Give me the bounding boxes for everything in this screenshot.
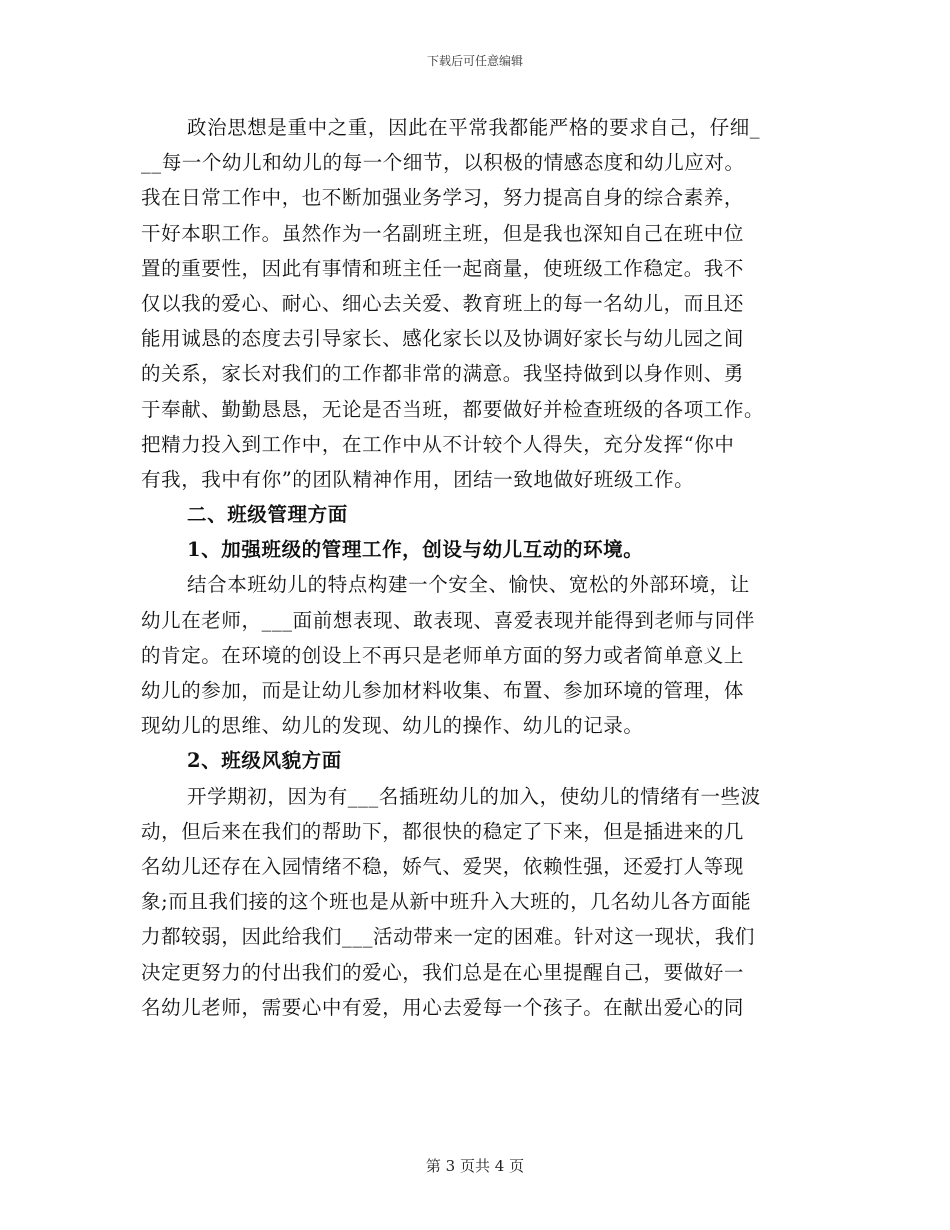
- text-line: 名幼儿老师，需要心中有爱，用心去爱每一个孩子。在献出爱心的同: [141, 995, 745, 1019]
- text-line: 干好本职工作。虽然作为一名副班主班，但是我也深知自己在班中位: [141, 221, 745, 245]
- text-line: 我在日常工作中，也不断加强业务学习，努力提高自身的综合素养，: [141, 186, 745, 210]
- text-line: 的关系，家长对我们的工作都非常的满意。我坚持做到以身作则、勇: [141, 362, 745, 386]
- text-line: 幼儿的参加，而是让幼儿参加材料收集、布置、参加环境的管理，体: [141, 679, 745, 702]
- text-line: 象;而且我们接的这个班也是从新中班升入大班的，几名幼儿各方面能: [141, 890, 752, 914]
- text-line: 现幼儿的思维、幼儿的发现、幼儿的操作、幼儿的记录。: [141, 714, 644, 738]
- text-line: 政治思想是重中之重，因此在平常我都能严格的要求自己，仔细_: [187, 116, 761, 139]
- text-line: 能用诚恳的态度去引导家长、感化家长以及协调好家长与幼儿园之间: [141, 327, 745, 351]
- subsection-heading: 2、班级风貌方面: [187, 749, 342, 773]
- text-line: 名幼儿还存在入园情绪不稳，娇气、爱哭，依赖性强，还爱打人等现: [141, 854, 745, 878]
- text-line: 的肯定。在环境的创设上不再只是老师单方面的努力或者简单意义上: [141, 643, 745, 667]
- text-line: 有我，我中有你”的团队精神作用，团结一致地做好班级工作。: [141, 467, 695, 491]
- text-line: 动，但后来在我们的帮助下，都很快的稳定了下来，但是插进来的几: [141, 819, 745, 843]
- text-line: 置的重要性，因此有事情和班主任一起商量，使班级工作稳定。我不: [141, 256, 745, 280]
- document-body: [141, 110, 811, 1025]
- text-line: 力都较弱，因此给我们___活动带来一定的困难。针对这一现状，我们: [141, 925, 755, 949]
- text-line: 结合本班幼儿的特点构建一个安全、愉快、宽松的外部环境，让: [187, 573, 750, 597]
- subsection-heading: 1、加强班级的管理工作，创设与幼儿互动的环境。: [187, 538, 644, 562]
- page-header-note: 下载后可任意编辑: [426, 54, 523, 68]
- text-line: 仅以我的爱心、耐心、细心去关爱、教育班上的每一名幼儿，而且还: [141, 291, 745, 315]
- section-heading: 二、班级管理方面: [187, 503, 348, 527]
- text-line: 于奉献、勤勤恳恳，无论是否当班，都要做好并检查班级的各项工作。: [141, 397, 765, 421]
- text-line: __每一个幼儿和幼儿的每一个细节，以积极的情感态度和幼儿应对。: [141, 151, 745, 175]
- text-line: 幼儿在老师，___面前想表现、敢表现、喜爱表现并能得到老师与同伴: [141, 608, 755, 632]
- text-line: 把精力投入到工作中，在工作中从不计较个人得失，充分发挥“你中: [141, 432, 735, 456]
- text-line: 决定更努力的付出我们的爱心，我们总是在心里提醒自己，要做好一: [141, 960, 745, 984]
- page-number: 第 3 页共 4 页: [425, 1157, 525, 1175]
- text-line: 开学期初，因为有___名插班幼儿的加入，使幼儿的情绪有一些波: [187, 784, 761, 808]
